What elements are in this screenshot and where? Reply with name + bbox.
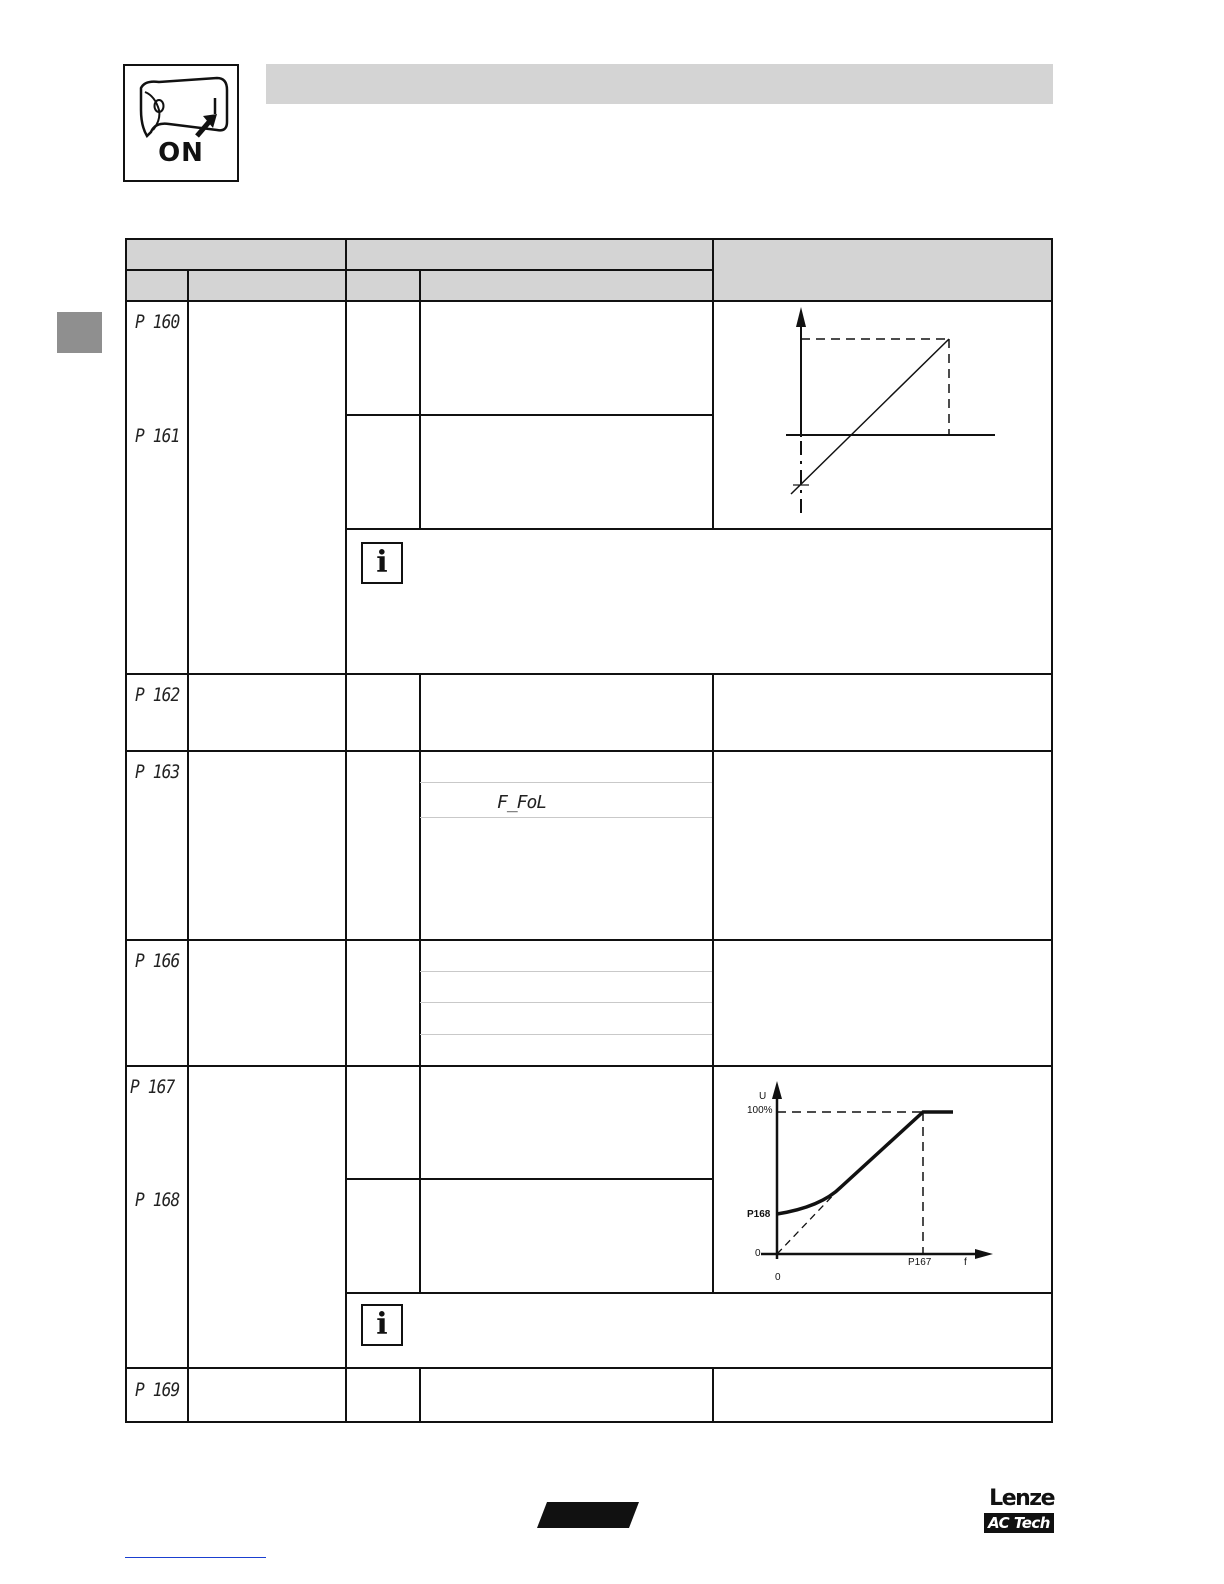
param-code-p163: P 163 (135, 761, 180, 783)
section-header-bar (266, 64, 1053, 104)
chart-label-zero-y: 0 (755, 1248, 761, 1259)
param-code-p168: P 168 (135, 1189, 180, 1211)
power-switch-icon (123, 64, 239, 182)
y-axis-arrow (796, 307, 806, 327)
brand-name: Lenze (989, 1486, 1054, 1511)
lenze-actech-logo (984, 1487, 1054, 1533)
param-option-f-fol: F_FoL (497, 792, 547, 813)
scaling-line (791, 339, 949, 494)
page-number-badge (537, 1502, 639, 1528)
param-code-p162: P 162 (135, 684, 180, 706)
param-code-p169: P 169 (135, 1379, 180, 1401)
info-icon: i (361, 542, 403, 584)
switch-on-label: ON (158, 138, 204, 168)
u-axis-arrow (772, 1081, 782, 1099)
param-code-p166: P 166 (135, 950, 180, 972)
chart-label-f: f (964, 1257, 967, 1268)
chart-label-p167: P167 (908, 1257, 932, 1268)
chart-label-u: U (759, 1091, 767, 1102)
linear-reference-line (777, 1187, 841, 1254)
scaling-diagram (713, 301, 1051, 528)
chart-label-100: 100% (747, 1105, 773, 1116)
f-axis-arrow (975, 1249, 993, 1259)
param-code-p167: P 167 (130, 1076, 175, 1098)
vf-curve (777, 1112, 953, 1214)
chart-label-zero-x: 0 (775, 1272, 781, 1283)
info-icon: i (361, 1304, 403, 1346)
param-code-p161: P 161 (135, 425, 180, 447)
chapter-tab (57, 312, 102, 353)
sub-brand-name: AC Tech (984, 1513, 1054, 1533)
param-code-p160: P 160 (135, 311, 180, 333)
table-header-fill-right (713, 240, 1052, 301)
chart-label-p168: P168 (747, 1209, 771, 1220)
footer-rule (125, 1557, 266, 1558)
